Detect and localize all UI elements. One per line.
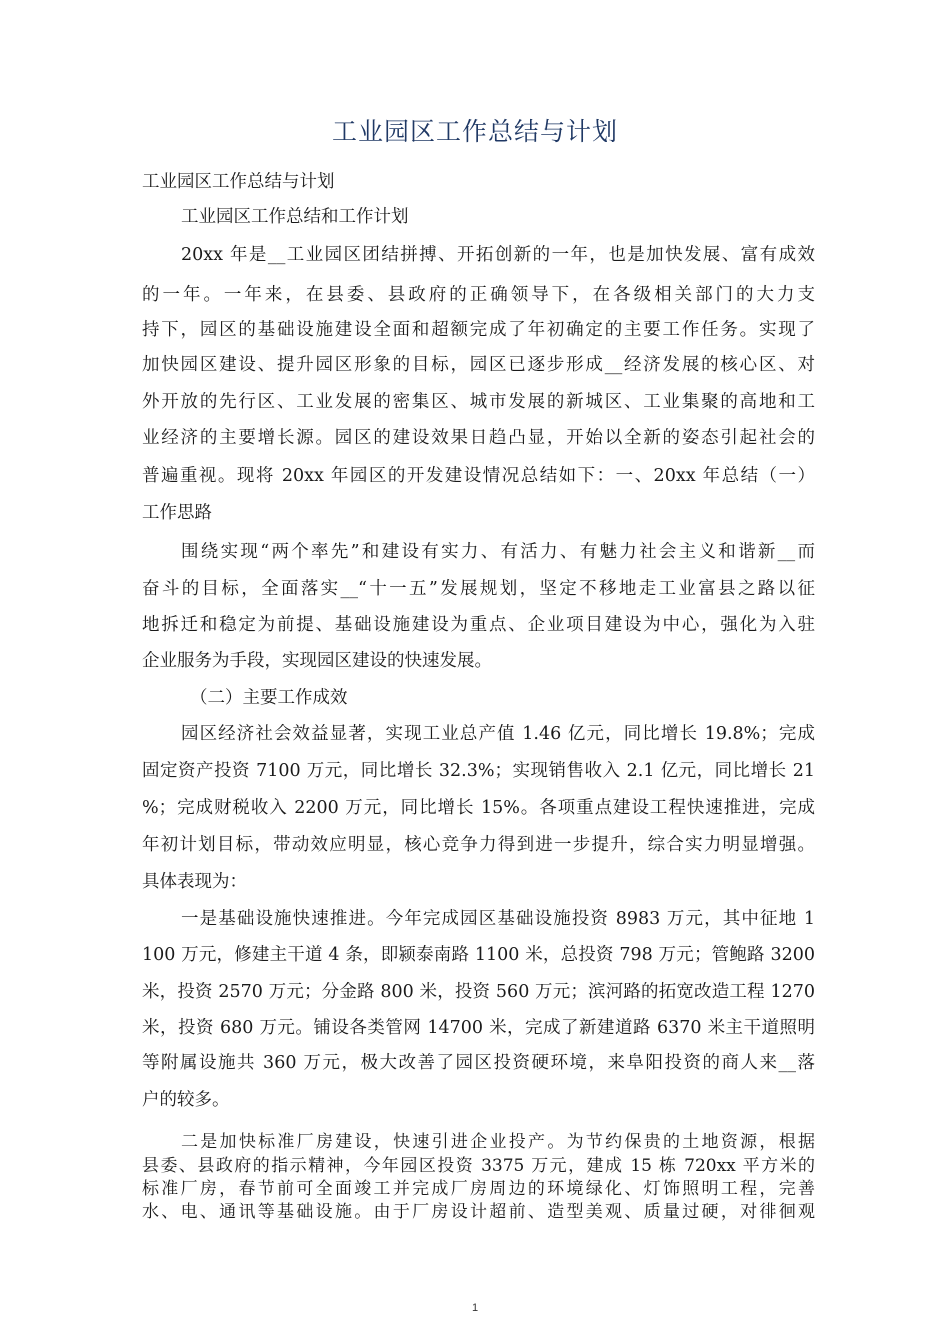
paragraph-line: 标准厂房，春节前可全面竣工并完成厂房周边的环境绿化、灯饰照明工程，完善	[142, 1179, 815, 1199]
paragraph-line: 水、电、通讯等基础设施。由于厂房设计超前、造型美观、质量过硬，对徘徊观	[142, 1202, 815, 1222]
paragraph-line: 地拆迁和稳定为前提、基础设施建设为重点、企业项目建设为中心，强化为入驻	[142, 615, 815, 635]
section-heading: 工业园区工作总结和工作计划	[181, 207, 409, 227]
page-number: 1	[471, 1302, 479, 1314]
paragraph-line: 米，投资 2570 万元；分金路 800 米，投资 560 万元；滨河路的拓宽改造工程 1270	[142, 982, 815, 1002]
paragraph-line: 园区经济社会效益显著，实现工业总产值 1.46 亿元，同比增长 19.8%；完成	[181, 724, 815, 744]
paragraph-line: 等附属设施共 360 万元，极大改善了园区投资硬环境，来阜阳投资的商人来__落	[142, 1053, 815, 1073]
paragraph-line: 奋斗的目标，全面落实__“十一五”发展规划，坚定不移地走工业富县之路以征	[142, 579, 815, 599]
paragraph-line: 普遍重视。现将 20xx 年园区的开发建设情况总结如下：一、20xx 年总结（一）	[142, 466, 815, 486]
paragraph-line: 米，投资 680 万元。铺设各类管网 14700 米，完成了新建道路 6370 米主干道照明	[142, 1018, 815, 1038]
paragraph-line: 企业服务为手段，实现园区建设的快速发展。	[142, 651, 492, 671]
paragraph-line: 户的较多。	[142, 1090, 230, 1110]
paragraph-line: 持下，园区的基础设施建设全面和超额完成了年初确定的主要工作任务。实现了	[142, 320, 815, 340]
paragraph-line: 的一年。一年来，在县委、县政府的正确领导下，在各级相关部门的大力支	[142, 285, 815, 305]
paragraph-line: 业经济的主要增长源。园区的建设效果日趋凸显，开始以全新的姿态引起社会的	[142, 428, 815, 448]
paragraph-line: 具体表现为：	[142, 872, 247, 892]
paragraph-line: 20xx 年是__工业园区团结拼搏、开拓创新的一年，也是加快发展、富有成效	[181, 245, 815, 265]
paragraph-line: 年初计划目标，带动效应明显，核心竞争力得到进一步提升，综合实力明显增强。	[142, 835, 815, 855]
paragraph-line: 加快园区建设、提升园区形象的目标，园区已逐步形成__经济发展的核心区、对	[142, 355, 815, 375]
paragraph-line: 100 万元，修建主干道 4 条，即颍泰南路 1100 米，总投资 798 万元；管鲍路 3200	[142, 945, 815, 965]
paragraph-line: %；完成财税收入 2200 万元，同比增长 15%。各项重点建设工程快速推进，完成	[142, 798, 815, 818]
paragraph-line: 县委、县政府的指示精神，今年园区投资 3375 万元，建成 15 栋 720xx 平方米的	[142, 1156, 815, 1176]
document-title: 工业园区工作总结与计划	[331, 117, 618, 146]
paragraph-line: 一是基础设施快速推进。今年完成园区基础设施投资 8983 万元，其中征地 1	[181, 909, 815, 929]
paragraph-line: 固定资产投资 7100 万元，同比增长 32.3%；实现销售收入 2.1 亿元，同比增长 21	[142, 761, 815, 781]
paragraph-line: 外开放的先行区、工业发展的密集区、城市发展的新城区、工业集聚的高地和工	[142, 392, 815, 412]
section-heading: （二）主要工作成效	[190, 688, 348, 708]
paragraph-line: 工作思路	[142, 503, 212, 523]
paragraph-line: 二是加快标准厂房建设，快速引进企业投产。为节约保贵的土地资源，根据	[181, 1132, 815, 1152]
paragraph-line: 围绕实现“两个率先”和建设有实力、有活力、有魅力社会主义和谐新__而	[181, 542, 815, 562]
subtitle-line: 工业园区工作总结与计划	[142, 172, 335, 192]
